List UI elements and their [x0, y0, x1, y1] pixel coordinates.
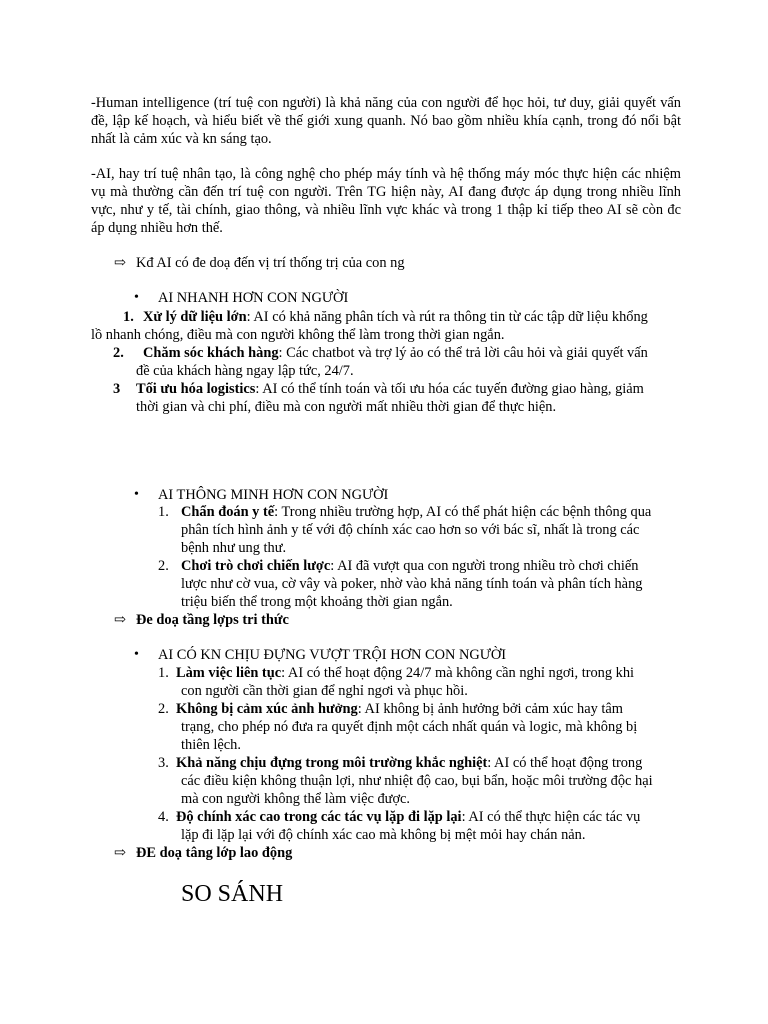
item-line [136, 380, 644, 398]
item-title: Làm việc liên tục [176, 665, 282, 681]
item-continuation: thiên lệch. [181, 737, 241, 753]
item-continuation: các điều kiện không thuận lợi, như nhiệt độ cao, bụi bẩn, hoặc môi trường độc hại [181, 773, 653, 789]
section2-group-title: AI THÔNG MINH HƠN CON NGƯỜI [158, 487, 389, 503]
section1-heading: Kđ AI có đe doạ đến vị trí thống trị của con ng [136, 255, 405, 271]
item-continuation: lồ nhanh chóng, điều mà con người không thể làm trong thời gian ngắn. [91, 327, 505, 343]
item-line [181, 503, 651, 521]
item-continuation: bệnh như ung thư. [181, 540, 287, 556]
item-text: : AI có thể thực hiện các tác vụ [461, 809, 641, 825]
section3-group-title: AI CÓ KN CHỊU ĐỰNG VƯỢT TRỘI HƠN CON NGƯỜI [158, 647, 507, 663]
item-title: Độ chính xác cao trong các tác vụ lặp đi lặp lại [176, 809, 462, 825]
bullet-icon: • [134, 290, 139, 305]
item-text: : AI có thể hoạt động 24/7 mà không cần nghỉ ngơi, trong khi [281, 665, 635, 681]
item-text: : AI đã vượt qua con người trong nhiều trò chơi chiến [330, 558, 639, 574]
item-text: : AI có thể tính toán và tối ưu hóa các tuyến đường giao hàng, giảm [255, 381, 644, 397]
item-number: 2. [113, 345, 124, 361]
item-line [176, 808, 640, 826]
item-title: Khả năng chịu đựng trong môi trường khắc nghiệt [176, 755, 488, 771]
closing-title: SO SÁNH [181, 881, 284, 907]
item-title: Tối ưu hóa logistics [136, 381, 256, 397]
item-text: : Các chatbot và trợ lý ảo có thể trả lời câu hỏi và giải quyết vấn [278, 345, 648, 361]
item-title: Chẩn đoán y tế [181, 504, 275, 520]
item-number: 2. [158, 558, 169, 574]
item-continuation: đề của khách hàng ngay lập tức, 24/7. [136, 363, 354, 379]
intro-ai-paragraph: -AI, hay trí tuệ nhân tạo, là công nghệ cho phép máy tính và hệ thống máy móc thực hiện các nhiệm vụ mà thường cần đến trí tuệ con người. Trên TG hiện này, AI đang được áp dụng trong nhiều lĩnh vực, như y tế, tài chính, giao thông, và nhiều lĩnh vực khác và trong 1 thập kỉ tiếp theo AI sẽ còn đc áp dụng nhiều hơn thế. [91, 166, 681, 236]
item-number: 3. [158, 755, 169, 771]
item-text: : AI có khả năng phân tích và rút ra thông tin từ các tập dữ liệu khổng [246, 309, 648, 325]
item-line [176, 754, 642, 772]
item-number: 4. [158, 809, 169, 825]
item-title: Xử lý dữ liệu lớn [143, 309, 247, 325]
bullet-icon: • [134, 487, 139, 502]
item-continuation: con người cần thời gian để nghỉ ngơi và phục hồi. [181, 683, 468, 699]
item-number: 1. [158, 665, 169, 681]
item-line [176, 664, 634, 682]
item-continuation: lược như cờ vua, cờ vây và poker, nhờ vào khả năng tính toán và phân tích hàng [181, 576, 643, 592]
item-title: Chăm sóc khách hàng [143, 345, 279, 361]
item-line [181, 557, 638, 575]
section2-conclusion: Đe doạ tầng lợps tri thức [136, 612, 289, 628]
item-line [143, 344, 648, 362]
item-text: : AI có thể hoạt động trong [487, 755, 643, 771]
intro-human-paragraph: -Human intelligence (trí tuệ con người) là khả năng của con người để học hỏi, tư duy, giải quyết vấn đề, lập kế hoạch, và hiểu biết về thế giới xung quanh. Nó bao gồm nhiều khía cạnh, trong đó nổi bật nhất là cảm xúc và kn sáng tạo. [91, 95, 681, 147]
item-continuation: mà con người không thể làm việc được. [181, 791, 411, 807]
section1-group-title: AI NHANH HƠN CON NGƯỜI [158, 290, 349, 306]
item-number: 1. [123, 309, 134, 325]
item-line [176, 700, 623, 718]
bullet-icon: • [134, 647, 139, 662]
arrow-icon: ⇨ [113, 845, 127, 861]
item-title: Không bị cảm xúc ảnh hưởng [176, 701, 358, 717]
item-continuation: triệu biến thể trong một khoảng thời gian ngắn. [181, 594, 453, 610]
item-text: : AI không bị ảnh hưởng bởi cảm xúc hay tâm [357, 701, 623, 717]
item-line [143, 308, 648, 326]
item-continuation: lặp đi lặp lại với độ chính xác cao mà không bị mệt mỏi hay chán nản. [181, 827, 586, 843]
item-continuation: thời gian và chi phí, điều mà con người mất nhiều thời gian để thực hiện. [136, 399, 557, 415]
item-text: : Trong nhiều trường hợp, AI có thể phát hiện các bệnh thông qua [274, 504, 652, 520]
item-number: 2. [158, 701, 169, 717]
item-continuation: trạng, cho phép nó đưa ra quyết định một cách nhất quán và logic, mà không bị [181, 719, 638, 735]
item-number: 1. [158, 504, 169, 520]
item-continuation: phân tích hình ảnh y tế với độ chính xác cao hơn so với bác sĩ, nhất là trong các [181, 522, 640, 538]
arrow-icon: ⇨ [113, 255, 127, 271]
section3-conclusion: ĐE doạ tâng lớp lao động [136, 845, 293, 861]
item-title: Chơi trò chơi chiến lược [181, 558, 331, 574]
arrow-icon: ⇨ [113, 612, 127, 628]
item-number: 3 [113, 381, 121, 397]
